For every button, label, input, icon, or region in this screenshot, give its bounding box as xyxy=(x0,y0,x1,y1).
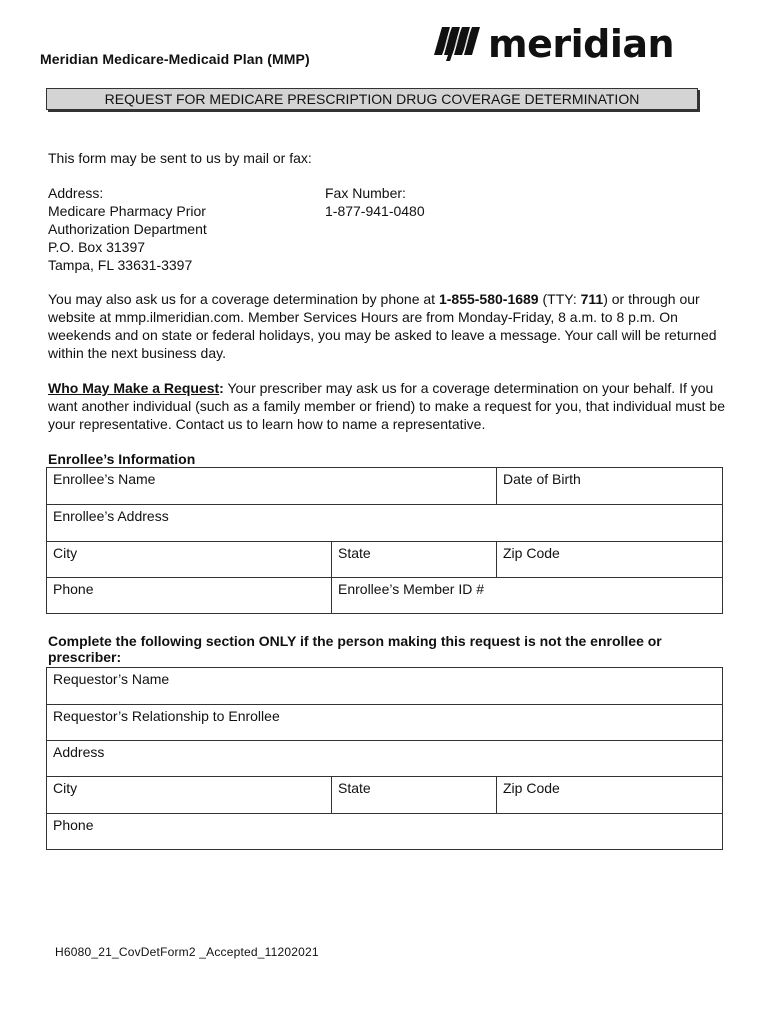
requestor-name-field[interactable]: Requestor’s Name xyxy=(47,668,723,705)
enrollee-member-id-field[interactable]: Enrollee’s Member ID # xyxy=(332,578,723,614)
requestor-info-table xyxy=(46,667,723,850)
requestor-phone-field[interactable]: Phone xyxy=(47,814,723,850)
requestor-address-field[interactable]: Address xyxy=(47,741,723,777)
who-may-request-paragraph xyxy=(48,379,728,433)
phone-text-mid: (TTY: xyxy=(538,291,581,307)
requestor-section-heading: Complete the following section ONLY if the person making this request is not the enrollee or prescriber: xyxy=(48,633,662,665)
intro-text: This form may be sent to us by mail or fax: xyxy=(48,150,312,166)
who-colon: : xyxy=(219,380,224,396)
requestor-city-field[interactable]: City xyxy=(47,777,332,814)
phone-text-pre: You may also ask us for a coverage determination by phone at xyxy=(48,291,439,307)
enrollee-state-field[interactable]: State xyxy=(332,542,497,578)
who-may-request-text: Your prescriber may ask us for a coverage determination on your behalf. If you want another individual (such as a family member or friend) to make a request for you, that individual must be your representative. Contact us to learn how to name a representative. xyxy=(48,380,725,432)
requestor-state-field[interactable]: State xyxy=(332,777,497,814)
tty-number: 711 xyxy=(580,291,604,307)
address-line: Tampa, FL 33631-3397 xyxy=(48,257,193,273)
phone-paragraph xyxy=(48,290,728,362)
address-label: Address: xyxy=(48,185,104,201)
who-may-request-heading: Who May Make a Request xyxy=(48,380,220,396)
enrollee-city-field[interactable]: City xyxy=(47,542,332,578)
mailing-address xyxy=(48,184,308,274)
fax-label: Fax Number: xyxy=(325,185,406,201)
plan-title: Meridian Medicare-Medicaid Plan (MMP) xyxy=(40,51,310,67)
logo-wordmark: meridian xyxy=(488,22,675,66)
enrollee-phone-field[interactable]: Phone xyxy=(47,578,332,614)
enrollee-address-field[interactable]: Enrollee’s Address xyxy=(47,505,723,542)
meridian-logo-icon xyxy=(432,19,486,69)
requestor-relationship-field[interactable]: Requestor’s Relationship to Enrollee xyxy=(47,705,723,741)
address-line: Medicare Pharmacy Prior xyxy=(48,203,206,219)
form-title-banner: REQUEST FOR MEDICARE PRESCRIPTION DRUG COVERAGE DETERMINATION xyxy=(46,88,698,110)
fax-info xyxy=(325,184,525,220)
phone-text-post: ) or through our website at mmp.ilmeridian.com. Member Services Hours are from Monday-Friday, 8 a.m. to 8 p.m. On weekends and on state or federal holidays, you may be asked to leave a message. Your call will be returned within the next business day. xyxy=(48,291,717,361)
address-line: Authorization Department xyxy=(48,221,207,237)
enrollee-name-field[interactable]: Enrollee’s Name xyxy=(47,468,497,505)
address-line: P.O. Box 31397 xyxy=(48,239,146,255)
enrollee-zip-field[interactable]: Zip Code xyxy=(497,542,723,578)
fax-number: 1-877-941-0480 xyxy=(325,203,425,219)
meridian-logo xyxy=(432,18,674,70)
form-footer-code: H6080_21_CovDetForm2 _Accepted_11202021 xyxy=(55,945,319,959)
date-of-birth-field[interactable]: Date of Birth xyxy=(497,468,723,505)
enrollee-info-table xyxy=(46,467,723,614)
enrollee-section-heading: Enrollee’s Information xyxy=(48,451,196,467)
phone-number: 1-855-580-1689 xyxy=(438,291,539,307)
requestor-zip-field[interactable]: Zip Code xyxy=(497,777,723,814)
